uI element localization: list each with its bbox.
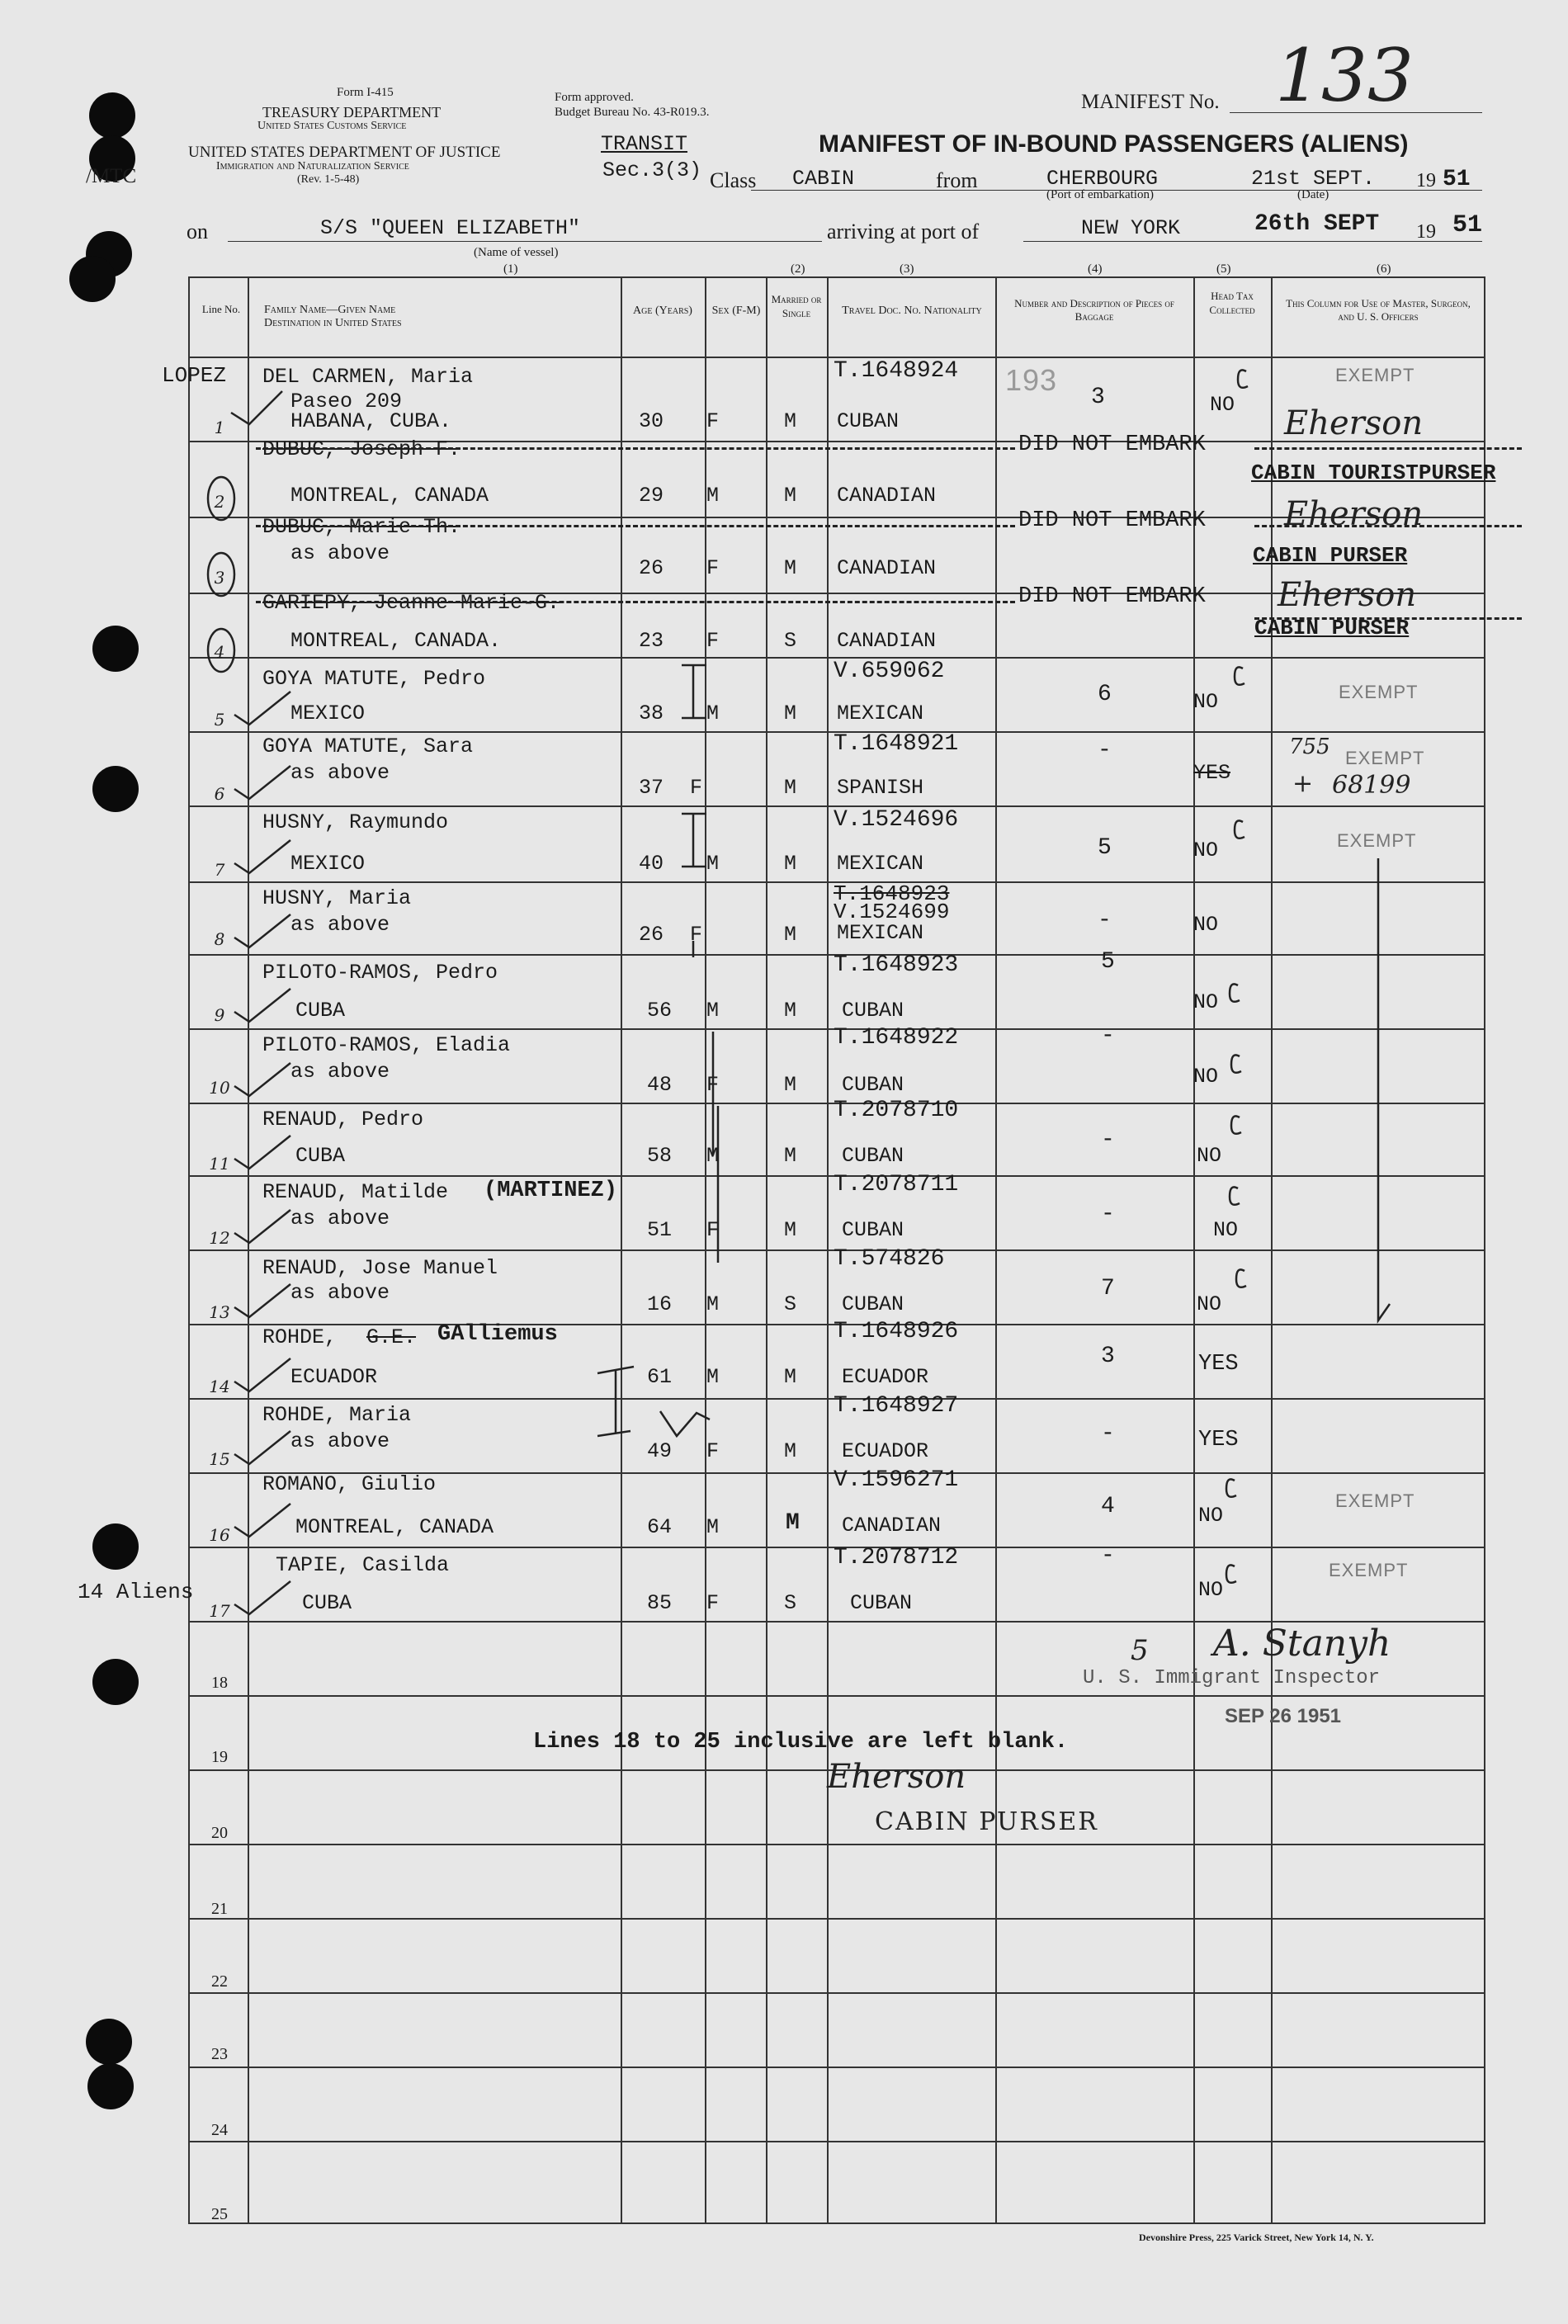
- travel-doc-number: V.1524699: [834, 900, 950, 924]
- mtc-note: /MTC: [86, 165, 137, 187]
- row-divider: [188, 1992, 1485, 1994]
- line-number: 21: [211, 1900, 228, 1918]
- exempt-stamp: EXEMPT: [1329, 1560, 1409, 1580]
- nationality: CUBAN: [837, 409, 900, 433]
- head-tax: NO: [1193, 990, 1219, 1014]
- class-value: CABIN: [792, 167, 855, 191]
- travel-doc-number: T.1648922: [834, 1025, 959, 1051]
- passenger-name: GOYA MATUTE, Sara: [262, 735, 474, 758]
- travel-doc-number: V.1596271: [834, 1467, 959, 1493]
- nationality: CUBAN: [850, 1591, 913, 1615]
- number-stamp: 193: [1005, 363, 1058, 397]
- travel-doc-number: T.2078712: [834, 1545, 959, 1571]
- destination: HABANA, CUBA.: [290, 409, 452, 433]
- manifest-number: 133: [1275, 33, 1414, 118]
- marital-status: M: [784, 484, 797, 508]
- travel-doc-number: T.574826: [834, 1246, 945, 1272]
- age: 37: [639, 776, 664, 800]
- row-divider: [188, 2141, 1485, 2142]
- passenger-name: DEL CARMEN, Maria: [262, 365, 474, 389]
- column-number: (2): [791, 262, 805, 276]
- baggage-count: -: [1101, 1023, 1115, 1049]
- baggage-count: -: [1101, 1543, 1115, 1569]
- sex: F: [690, 776, 703, 800]
- col-header-sex: Sex (F-M): [711, 305, 761, 317]
- rev-label: (Rev. 1-5-48): [297, 173, 360, 186]
- punch-hole: [89, 92, 135, 139]
- line-number: 12: [209, 1228, 230, 1248]
- marital-status: M: [784, 776, 797, 800]
- given-name-correction: GAlliemus: [437, 1322, 558, 1347]
- destination: as above: [290, 1429, 390, 1453]
- passenger-name: PILOTO-RAMOS, Pedro: [262, 961, 498, 985]
- sex: M: [706, 1292, 720, 1316]
- head-tax: NO: [1193, 690, 1219, 714]
- nationality: CUBAN: [842, 1073, 904, 1097]
- travel-doc-struck: T.1648923: [834, 881, 950, 906]
- line-number: 11: [209, 1154, 230, 1174]
- date-caption: (Date): [1297, 188, 1329, 201]
- form-approved: Form approved.: [555, 91, 634, 104]
- exempt-stamp: EXEMPT: [1337, 830, 1417, 851]
- margin-note-lopez: LOPEZ: [162, 363, 227, 388]
- marital-status: M: [784, 999, 797, 1023]
- col-header-baggage: Number and Description of Pieces of Baggage: [1014, 297, 1174, 323]
- line-number: 9: [214, 1005, 225, 1025]
- date-stamp: SEP 26 1951: [1225, 1705, 1342, 1727]
- nationality: CUBAN: [842, 1144, 904, 1168]
- nationality: ECUADOR: [842, 1439, 929, 1463]
- manifest-no-label: MANIFEST No.: [1081, 91, 1220, 113]
- passenger-name: PILOTO-RAMOS, Eladia: [262, 1033, 511, 1057]
- nationality: MEXICAN: [837, 921, 924, 945]
- line-number: 8: [214, 929, 225, 949]
- treasury-label: TREASURY DEPARTMENT: [262, 104, 442, 120]
- transit-label: TRANSIT: [601, 132, 688, 156]
- marital-status: M: [784, 1365, 797, 1389]
- port-of-arrival: NEW YORK: [1081, 216, 1181, 240]
- head-tax: NO: [1193, 913, 1219, 937]
- punch-hole: [92, 1659, 139, 1705]
- nationality: CUBAN: [842, 1292, 904, 1316]
- section-label: Sec.3(3): [602, 158, 702, 182]
- age: 48: [647, 1073, 673, 1097]
- destination: MONTREAL, CANADA: [290, 484, 489, 508]
- field-underline: [228, 241, 822, 242]
- sex: F: [706, 556, 720, 580]
- purser-title: CABIN PURSER: [875, 1807, 1098, 1836]
- arrival-date: 26th SEPT: [1254, 211, 1380, 237]
- year-prefix: 19: [1416, 170, 1436, 191]
- travel-doc-number: V.659062: [834, 659, 945, 684]
- marital-status: M: [784, 1439, 797, 1463]
- column-number: (6): [1377, 262, 1391, 276]
- ins-label: Immigration and Naturalization Service: [216, 160, 409, 172]
- marital-status: M: [784, 701, 797, 725]
- budget-bureau: Budget Bureau No. 43-R019.3.: [555, 106, 710, 119]
- line-number: 13: [209, 1302, 230, 1322]
- passenger-name: ROMANO, Giulio: [262, 1472, 437, 1496]
- line-number: 20: [211, 1824, 228, 1842]
- sex: F: [706, 629, 720, 653]
- passenger-name: DUBUC, Joseph F.: [262, 437, 461, 461]
- form-number: Form I-415: [337, 86, 394, 99]
- destination: as above: [290, 541, 390, 565]
- customs-label: United States Customs Service: [257, 120, 407, 132]
- destination: MEXICO: [290, 852, 366, 876]
- year-value: 51: [1452, 211, 1483, 239]
- purser-note: CABIN PURSER: [1254, 616, 1410, 640]
- col-header-head-tax: Head Tax Collected: [1209, 290, 1255, 316]
- nationality: CANADIAN: [837, 484, 937, 508]
- col-header-age: Age (Years): [633, 305, 692, 317]
- sex: M: [706, 1144, 720, 1168]
- margin-note-aliens: 14 Aliens: [78, 1580, 194, 1604]
- field-underline: [1023, 241, 1482, 242]
- line-number: 24: [211, 2121, 228, 2139]
- line-number: 4: [214, 642, 225, 662]
- maiden-name: (MARTINEZ): [484, 1179, 618, 1203]
- sex: M: [706, 852, 720, 876]
- baggage-count: -: [1098, 908, 1112, 933]
- destination: as above: [290, 913, 390, 937]
- head-tax: NO: [1210, 393, 1235, 417]
- baggage-count: 5: [1101, 949, 1115, 975]
- passenger-name: RENAUD, Matilde: [262, 1180, 449, 1204]
- punch-hole: [92, 766, 139, 812]
- struck-name: G.E.: [366, 1325, 417, 1349]
- row-divider: [188, 2067, 1485, 2068]
- passenger-name: HUSNY, Maria: [262, 886, 412, 910]
- handwritten-number: 755: [1289, 735, 1330, 759]
- strike-line: [256, 447, 1015, 450]
- passenger-name: GARIEPY, Jeanne Marie-G.: [262, 591, 560, 615]
- destination: as above: [290, 1207, 390, 1230]
- field-underline: [1230, 112, 1482, 113]
- marital-status: M: [784, 1073, 797, 1097]
- travel-doc-number: V.1524696: [834, 807, 959, 833]
- field-underline: [751, 190, 1482, 191]
- nationality: CUBAN: [842, 1218, 904, 1242]
- age: 26: [639, 923, 664, 947]
- travel-doc-number: T.2078711: [834, 1172, 959, 1197]
- port-of-embarkation: CHERBOURG: [1046, 167, 1159, 191]
- marital-status: M: [786, 1510, 800, 1536]
- marital-status: M: [784, 409, 797, 433]
- line-number: 2: [214, 492, 225, 512]
- travel-doc-number: T.1648924: [834, 358, 959, 384]
- destination: as above: [290, 1281, 390, 1305]
- age: 58: [647, 1144, 673, 1168]
- did-not-embark: DID NOT EMBARK: [1018, 584, 1206, 609]
- head-tax: YES: [1198, 1352, 1239, 1377]
- line-number: 17: [209, 1601, 230, 1621]
- baggage-count: 7: [1101, 1276, 1115, 1301]
- head-tax: NO: [1197, 1144, 1222, 1168]
- age: 61: [647, 1365, 673, 1389]
- punch-hole: [92, 626, 139, 672]
- baggage-count: 3: [1101, 1344, 1115, 1369]
- col-header-destination: Destination in United States: [264, 317, 402, 329]
- baggage-count: -: [1101, 1202, 1115, 1227]
- year-value: 51: [1443, 167, 1471, 192]
- page-title: MANIFEST OF IN-BOUND PASSENGERS (ALIENS): [819, 130, 1409, 158]
- purser-signature: Eherson: [827, 1758, 966, 1796]
- age: 26: [639, 556, 664, 580]
- column-number: (3): [900, 262, 914, 276]
- exempt-stamp: EXEMPT: [1335, 365, 1415, 385]
- baggage-count: 6: [1098, 682, 1112, 707]
- destination: MONTREAL, CANADA.: [290, 629, 502, 653]
- age: 40: [639, 852, 664, 876]
- line-number: 7: [214, 860, 225, 880]
- exempt-stamp: EXEMPT: [1335, 1490, 1415, 1511]
- nationality: CANADIAN: [837, 556, 937, 580]
- col-header-name: Family Name—Given Name: [264, 304, 396, 316]
- destination: CUBA: [302, 1591, 352, 1615]
- sex: M: [706, 999, 720, 1023]
- marital-status: M: [784, 1144, 797, 1168]
- sex: M: [706, 701, 720, 725]
- on-label: on: [187, 220, 208, 243]
- column-number: (4): [1088, 262, 1103, 276]
- marital-status: M: [784, 852, 797, 876]
- punch-hole: [92, 1523, 139, 1570]
- line-number: 5: [214, 710, 225, 730]
- marital-status: S: [784, 1591, 797, 1615]
- marital-status: S: [784, 1292, 797, 1316]
- age: 30: [639, 409, 664, 433]
- did-not-embark: DID NOT EMBARK: [1018, 432, 1206, 457]
- head-tax: NO: [1193, 1065, 1219, 1089]
- nationality: MEXICAN: [837, 852, 924, 876]
- age: 56: [647, 999, 673, 1023]
- embark-date: 21st SEPT.: [1251, 167, 1376, 191]
- line-number: 10: [209, 1078, 230, 1098]
- marital-status: M: [784, 1218, 797, 1242]
- age: 38: [639, 701, 664, 725]
- exempt-stamp: EXEMPT: [1345, 748, 1425, 768]
- column-number: (1): [503, 262, 518, 276]
- marital-status: M: [784, 556, 797, 580]
- sex: F: [706, 1073, 720, 1097]
- baggage-count: -: [1101, 1127, 1115, 1153]
- sex: F: [706, 409, 720, 433]
- class-label: Class: [710, 168, 757, 192]
- age: 51: [647, 1218, 673, 1242]
- head-tax: NO: [1198, 1578, 1224, 1602]
- destination: CUBA: [295, 1144, 346, 1168]
- col-header-officers: This Column for Use of Master, Surgeon, and U. S. Officers: [1286, 297, 1471, 323]
- head-tax: YES: [1198, 1428, 1239, 1452]
- nationality: MEXICAN: [837, 701, 924, 725]
- travel-doc-number: T.2078710: [834, 1098, 959, 1123]
- punch-hole: [69, 256, 116, 302]
- nationality: SPANISH: [837, 776, 924, 800]
- strike-line: [256, 601, 1015, 603]
- sex: F: [706, 1218, 720, 1242]
- exempt-stamp: EXEMPT: [1339, 682, 1419, 702]
- passenger-name: GOYA MATUTE, Pedro: [262, 667, 486, 691]
- destination: as above: [290, 761, 390, 785]
- destination: MONTREAL, CANADA: [295, 1515, 494, 1539]
- arriving-label: arriving at port of: [827, 220, 980, 243]
- marital-status: M: [784, 923, 797, 947]
- sex: M: [706, 484, 720, 508]
- embark-caption: (Port of embarkation): [1046, 188, 1154, 201]
- baggage-count: 3: [1091, 385, 1105, 410]
- line-number: 16: [209, 1525, 230, 1545]
- destination-line: Paseo 209: [290, 390, 403, 413]
- sex: F: [706, 1591, 720, 1615]
- age: 85: [647, 1591, 673, 1615]
- passenger-name: DUBUC, Marie Th.: [262, 515, 461, 539]
- row-divider: [188, 1918, 1485, 1920]
- row-divider: [188, 1844, 1485, 1845]
- sex: F: [690, 923, 703, 947]
- year-prefix: 19: [1416, 221, 1436, 243]
- inspector-signature: A. Stanyh: [1213, 1623, 1391, 1665]
- destination: MEXICO: [290, 701, 366, 725]
- destination: ECUADOR: [290, 1365, 378, 1389]
- col-header-married: Married or Single: [771, 293, 822, 319]
- travel-doc-number: T.1648927: [834, 1393, 959, 1419]
- age: 49: [647, 1439, 673, 1463]
- purser-signature: Eherson: [1278, 576, 1417, 614]
- inspector-initials: 5: [1131, 1634, 1149, 1667]
- justice-label: UNITED STATES DEPARTMENT OF JUSTICE: [188, 144, 501, 161]
- nationality: CANADIAN: [842, 1514, 942, 1538]
- purser-note: CABIN PURSER: [1253, 543, 1408, 568]
- marital-status: S: [784, 629, 797, 653]
- vessel-caption: (Name of vessel): [474, 246, 559, 259]
- destination: CUBA: [295, 999, 346, 1023]
- col-header-travel-doc: Travel Doc. No. Nationality: [842, 305, 982, 317]
- line-number: 25: [211, 2205, 228, 2223]
- did-not-embark: DID NOT EMBARK: [1018, 508, 1206, 533]
- purser-signature: Eherson: [1284, 495, 1424, 533]
- baggage-count: -: [1098, 738, 1112, 763]
- passenger-name: RENAUD, Jose Manuel: [262, 1256, 498, 1280]
- sex: M: [706, 1515, 720, 1539]
- line-number: 15: [209, 1449, 230, 1469]
- purser-signature: Eherson: [1284, 404, 1424, 442]
- from-label: from: [936, 168, 978, 192]
- passenger-name: HUSNY, Raymundo: [262, 810, 449, 834]
- strike-line: [1254, 447, 1522, 450]
- head-tax: NO: [1213, 1218, 1239, 1242]
- line-number: 23: [211, 2045, 228, 2063]
- head-tax: YES: [1193, 761, 1231, 785]
- age: 64: [647, 1515, 673, 1539]
- travel-doc-number: T.1648923: [834, 952, 959, 978]
- age: 29: [639, 484, 664, 508]
- row-divider: [188, 1695, 1485, 1697]
- vessel-name: S/S "QUEEN ELIZABETH": [320, 216, 581, 240]
- plus-mark: +: [1292, 769, 1314, 798]
- sex: M: [706, 1365, 720, 1389]
- line-number: 3: [214, 568, 225, 588]
- nationality: CANADIAN: [837, 629, 937, 653]
- head-tax: NO: [1193, 838, 1219, 862]
- age: 16: [647, 1292, 673, 1316]
- travel-doc-number: T.1648921: [834, 731, 959, 757]
- baggage-count: 5: [1098, 835, 1112, 861]
- col-header-line-no: Line No.: [201, 303, 241, 315]
- line-number: 18: [211, 1674, 228, 1692]
- baggage-count: -: [1101, 1421, 1115, 1447]
- passenger-name: ROHDE,: [262, 1325, 338, 1349]
- nationality: CUBAN: [842, 999, 904, 1023]
- line-number: 1: [214, 418, 225, 437]
- inspector-title: U. S. Immigrant Inspector: [1083, 1667, 1381, 1689]
- baggage-count: 4: [1101, 1494, 1115, 1519]
- blank-lines-note: Lines 18 to 25 inclusive are left blank.: [533, 1730, 1069, 1755]
- column-number: (5): [1216, 262, 1231, 276]
- destination: as above: [290, 1060, 390, 1084]
- strike-line: [256, 525, 1015, 527]
- purser-note: CABIN TOURISTPURSER: [1251, 461, 1496, 485]
- head-tax: NO: [1198, 1504, 1224, 1528]
- line-number: 22: [211, 1972, 228, 1991]
- punch-hole: [86, 2019, 132, 2065]
- line-number: 6: [214, 784, 225, 804]
- sex: F: [706, 1439, 720, 1463]
- line-number: 19: [211, 1748, 228, 1766]
- passenger-name: RENAUD, Pedro: [262, 1108, 424, 1131]
- passenger-name: TAPIE, Casilda: [276, 1553, 450, 1577]
- travel-doc-number: T.1648926: [834, 1319, 959, 1344]
- passenger-name: ROHDE, Maria: [262, 1403, 412, 1427]
- handwritten-number: 68199: [1332, 771, 1411, 800]
- head-tax: NO: [1197, 1292, 1222, 1316]
- line-number: 14: [209, 1377, 230, 1396]
- age: 23: [639, 629, 664, 653]
- printer-imprint: Devonshire Press, 225 Varick Street, New York 14, N. Y.: [1139, 2232, 1374, 2243]
- nationality: ECUADOR: [842, 1365, 929, 1389]
- punch-hole: [87, 2063, 134, 2109]
